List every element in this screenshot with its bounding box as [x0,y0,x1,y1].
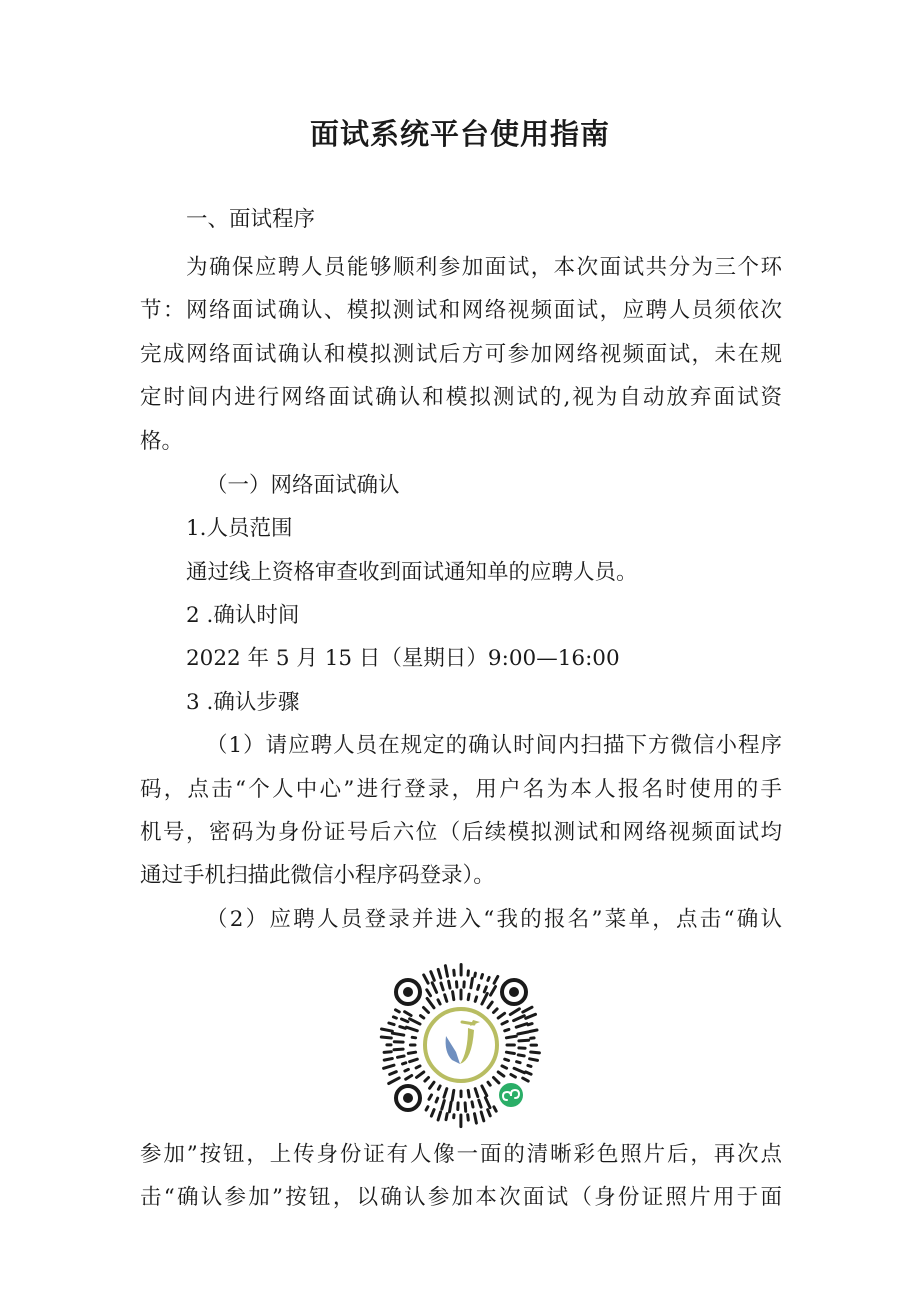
paragraph-line: 节：网络面试确认、模拟测试和网络视频面试，应聘人员须依次 [140,298,782,323]
code-ray [396,1010,400,1012]
code-ray [510,1009,519,1015]
code-ray [381,1037,391,1038]
code-ray [478,985,479,989]
code-ray [475,1089,478,1097]
paragraph-line: 机号，密码为身份证号后六位（后续模拟测试和网络视频面试均 [140,820,782,845]
code-ray [488,1110,491,1116]
code-ray [384,1052,391,1053]
code-ray [526,1014,536,1018]
code-ray [482,993,487,1004]
code-ray [498,1013,504,1018]
code-ray [438,969,441,978]
code-ray [453,992,454,1000]
code-ray [498,1072,504,1076]
code-ray [468,1115,469,1120]
mini-program-code-graphic [376,960,546,1130]
code-ray [390,1072,397,1075]
code-ray [431,972,435,981]
code-ray [505,1029,509,1030]
code-ray [516,1024,527,1027]
code-ray [403,1063,406,1064]
code-ray [531,1052,540,1053]
subsection-heading: （一）网络面试确认 [206,473,400,498]
code-ray [514,1016,525,1021]
code-ray [408,1052,415,1053]
item-heading: 3 .确认步骤 [186,690,300,715]
code-ray [446,1114,447,1120]
code-ray [394,1049,403,1050]
code-ray [389,1023,394,1025]
code-ray [424,1008,429,1013]
code-ray [412,1037,415,1038]
code-ray [519,1040,529,1041]
code-ray [502,1066,507,1068]
code-ray [432,983,436,993]
code-ray [406,1076,412,1080]
code-ray [445,966,447,977]
code-ray [430,1082,434,1088]
code-ray [494,1107,496,1111]
code-ray [398,1056,405,1057]
code-ray [438,1000,440,1004]
code-ray [530,1030,537,1032]
code-ray [518,1055,524,1056]
code-ray [475,1114,477,1123]
finder-top-right [502,980,526,1004]
code-ray [468,1090,469,1097]
mini-program-badge-icon [496,1080,526,1110]
code-ray [517,1062,521,1063]
paragraph-line: 击“确认参加”按钮，以确认参加本次面试（身份证照片用于面 [140,1185,782,1210]
code-ray [416,1066,420,1068]
code-ray [528,1065,531,1066]
code-ray [452,1090,454,1100]
code-ray [488,1002,492,1008]
paragraph-line: 码，点击“个人中心”进行登录，用户名为本人报名时使用的手 [140,777,782,802]
finder-bottom-left [396,1086,420,1110]
code-ray [465,1103,466,1111]
code-ray [442,1101,445,1110]
code-ray [429,1095,432,1099]
code-ray [488,977,489,980]
code-ray [431,1110,434,1117]
code-ray [485,1098,490,1108]
code-ray [384,1065,394,1068]
code-ray [444,1089,447,1098]
code-ray [410,1019,420,1024]
paragraph-line: 参加”按钮，上传身份证有人像一面的清晰彩色照片后，再次点 [140,1142,782,1167]
code-ray [523,1078,529,1081]
code-ray [438,1112,441,1120]
code-ray [530,1059,538,1061]
code-ray [389,1078,400,1084]
code-ray [494,976,498,983]
code-ray [523,1007,532,1012]
code-ray [450,1102,452,1112]
code-ray [425,1078,429,1082]
code-ray [449,981,450,988]
finder-top-left [396,980,420,1004]
code-ray [417,1072,424,1077]
code-ray [382,1029,393,1031]
code-ray [511,1075,516,1078]
paragraph-line: 定时间内进行网络面试确认和模拟测试的,视为自动放弃面试资 [140,385,782,410]
code-ray [402,1019,408,1022]
code-ray [471,978,473,988]
code-ray [482,1086,487,1096]
item-heading: 1.人员范围 [186,516,293,541]
code-ray [384,1059,392,1061]
code-ray [393,1017,396,1018]
center-logo [421,1005,501,1085]
code-ray [475,973,476,976]
code-ray [481,975,482,979]
item-text: 2022 年 5 月 15 日（星期日）9:00—16:00 [186,646,620,671]
code-ray [421,1016,424,1018]
code-ray [479,1100,481,1107]
page-title: 面试系统平台使用指南 [309,117,610,151]
code-ray [427,990,431,996]
code-ray [445,995,447,1002]
code-ray [505,1059,509,1060]
code-ray [436,1098,438,1102]
code-ray [424,975,428,983]
code-ray [526,1072,532,1074]
code-ray [427,998,434,1007]
paragraph-line: 为确保应聘人员能够顺利参加面试，本次面试共分为三个环 [186,255,782,280]
paragraph-line: （1）请应聘人员在规定的确认时间内扫描下方微信小程序 [206,733,782,758]
wechat-mini-program-code-icon [376,960,546,1130]
code-ray [454,970,455,975]
code-ray [406,1027,417,1031]
paragraph-line: （2）应聘人员登录并进入“我的报名”菜单，点击“确认 [206,907,782,932]
code-ray [502,1021,507,1024]
code-ray [506,1052,514,1053]
item-heading: 2 .确认时间 [186,603,300,628]
code-ray [441,983,443,990]
code-ray [481,1112,484,1121]
item-text: 通过线上资格审查收到面试通知单的应聘人员。 [186,560,638,585]
code-ray [410,1059,418,1062]
code-ray [518,1032,529,1034]
section-heading: 一、面试程序 [186,207,316,232]
code-ray [472,1102,473,1107]
code-ray [426,1107,428,1110]
code-ray [494,1009,498,1013]
code-ray [528,1024,532,1025]
code-ray [488,1082,490,1085]
code-ray [491,987,496,996]
paragraph-line: 完成网络面试确认和模拟测试后方可参加网络视频面试，未在规 [140,342,782,367]
code-ray [468,994,469,1000]
code-ray [400,1027,406,1029]
code-ray [475,997,476,1001]
code-ray [438,1086,440,1089]
code-ray [484,987,486,992]
code-ray [392,1033,403,1035]
code-ray [405,1069,409,1071]
code-ray [494,1078,499,1083]
paragraph-line: 格。 [140,429,184,454]
paragraph-line: 通过手机扫描此微信小程序码登录）。 [140,863,495,888]
code-ray [514,1068,524,1073]
code-ray [405,1012,412,1016]
code-ray [506,1036,516,1038]
